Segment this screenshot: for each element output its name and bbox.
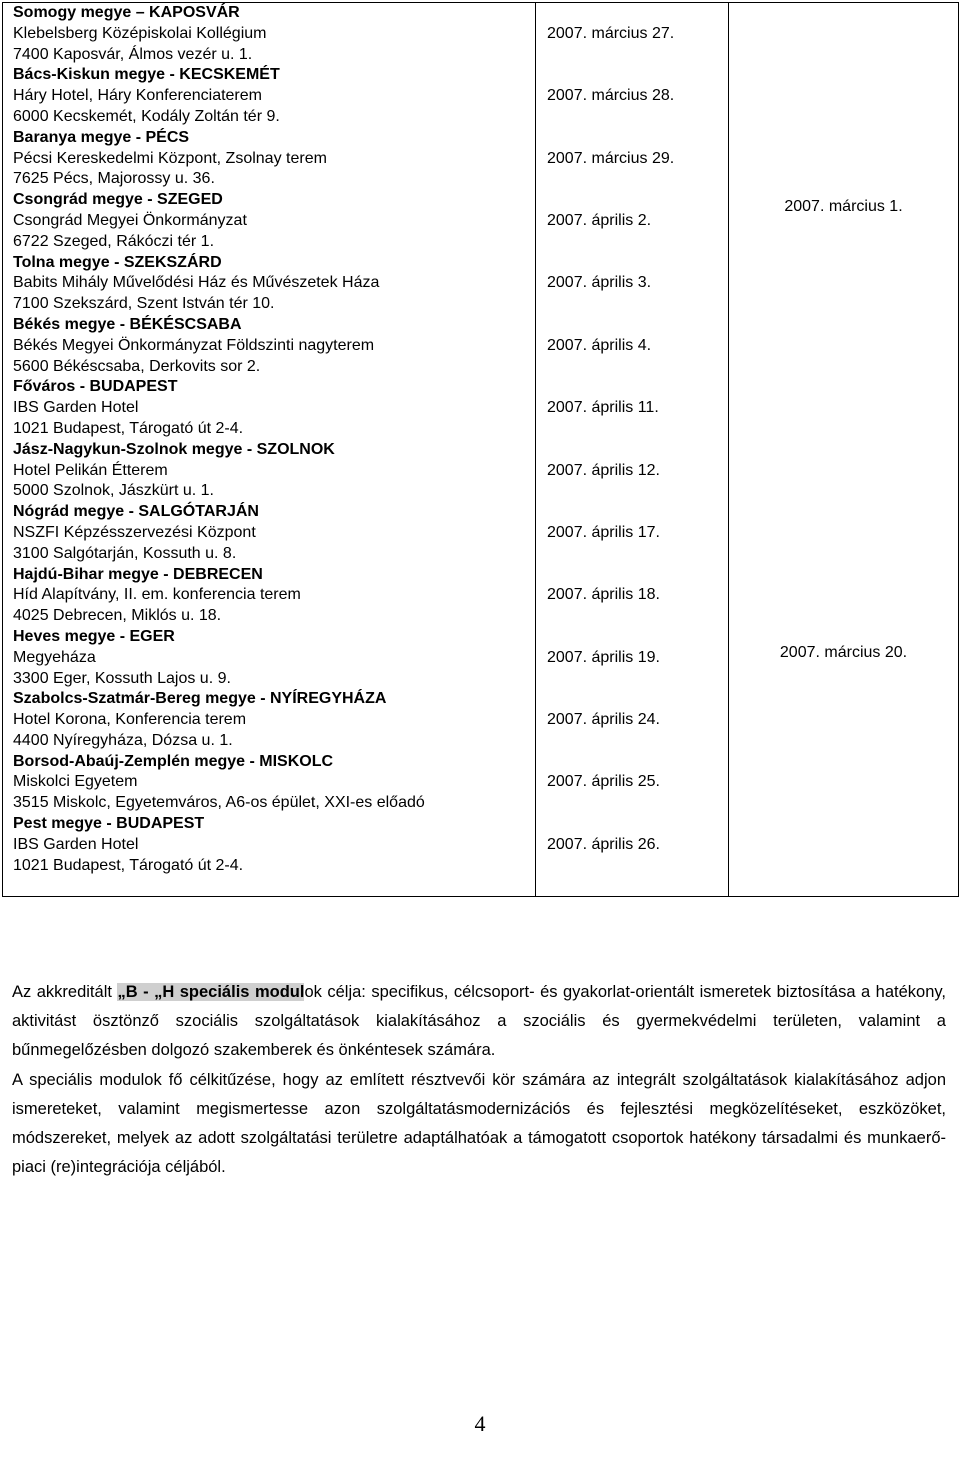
venue-address: 1021 Budapest, Tárogató út 2-4. bbox=[13, 856, 244, 874]
date-spacer bbox=[547, 502, 728, 523]
date-spacer bbox=[547, 752, 728, 773]
venue-address: 5600 Békéscsaba, Derkovits sor 2. bbox=[13, 357, 261, 375]
venue-address: 6722 Szeged, Rákóczi tér 1. bbox=[13, 232, 215, 250]
venue-address: 3515 Miskolc, Egyetemváros, A6-os épület, XXI-es előadó bbox=[13, 794, 425, 812]
venue-place: Megyeháza bbox=[13, 648, 96, 666]
event-date: 2007. április 2. bbox=[547, 211, 652, 229]
date-spacer bbox=[547, 565, 728, 586]
dates-cell bbox=[536, 3, 729, 897]
date-list bbox=[536, 3, 728, 876]
body-text bbox=[12, 978, 946, 1182]
date-item bbox=[536, 65, 728, 127]
venue-county: Somogy megye – KAPOSVÁR bbox=[13, 4, 240, 21]
event-date: 2007. április 18. bbox=[547, 586, 660, 604]
date-item bbox=[536, 190, 728, 252]
venue-place: IBS Garden Hotel bbox=[13, 399, 139, 417]
venue-place: Babits Mihály Művelődési Ház és Művészetek Háza bbox=[13, 274, 380, 292]
date-spacer bbox=[547, 315, 728, 336]
page-number: 4 bbox=[474, 1411, 486, 1436]
deadline-cell bbox=[729, 3, 959, 897]
venue-place: Pécsi Kereskedelmi Központ, Zsolnay terem bbox=[13, 149, 327, 167]
event-date: 2007. március 29. bbox=[547, 149, 675, 167]
date-item bbox=[536, 377, 728, 439]
venue-county: Békés megye - BÉKÉSCSABA bbox=[13, 315, 242, 333]
venue-address: 6000 Kecskemét, Kodály Zoltán tér 9. bbox=[13, 107, 280, 125]
event-date: 2007. április 17. bbox=[547, 523, 660, 541]
event-date: 2007. április 12. bbox=[547, 461, 660, 479]
venue-item bbox=[3, 814, 535, 876]
venue-place: Hotel Korona, Konferencia terem bbox=[13, 711, 247, 729]
date-item bbox=[536, 689, 728, 751]
venue-item bbox=[3, 3, 535, 65]
venue-place: Hotel Pelikán Étterem bbox=[13, 461, 168, 479]
event-date: 2007. március 28. bbox=[547, 87, 675, 105]
event-date: 2007. április 26. bbox=[547, 835, 660, 853]
venue-address: 4025 Debrecen, Miklós u. 18. bbox=[13, 607, 222, 625]
paragraph-1 bbox=[12, 978, 946, 1066]
date-item bbox=[536, 128, 728, 190]
venue-address: 1021 Budapest, Tárogató út 2-4. bbox=[13, 419, 244, 437]
venue-county: Csongrád megye - SZEGED bbox=[13, 191, 223, 209]
event-date: 2007. április 19. bbox=[547, 648, 660, 666]
venue-place: Miskolci Egyetem bbox=[13, 773, 138, 791]
venue-address: 3100 Salgótarján, Kossuth u. 8. bbox=[13, 544, 237, 562]
venue-item bbox=[3, 565, 535, 627]
venue-county: Tolna megye - SZEKSZÁRD bbox=[13, 253, 222, 271]
date-item bbox=[536, 253, 728, 315]
event-date: 2007. április 24. bbox=[547, 711, 660, 729]
event-date: 2007. március 27. bbox=[547, 24, 675, 42]
venue-address: 3300 Eger, Kossuth Lajos u. 9. bbox=[13, 669, 231, 687]
venues-cell bbox=[3, 3, 536, 897]
date-spacer bbox=[547, 3, 728, 24]
venue-item bbox=[3, 440, 535, 502]
venue-item bbox=[3, 689, 535, 751]
date-item bbox=[536, 752, 728, 814]
venue-county: Nógrád megye - SALGÓTARJÁN bbox=[13, 503, 259, 521]
date-item bbox=[536, 3, 728, 65]
venue-place: Csongrád Megyei Önkormányzat bbox=[13, 211, 247, 229]
paragraph-1-start: Az akkreditált bbox=[12, 983, 118, 1001]
event-date: 2007. április 25. bbox=[547, 773, 660, 791]
date-spacer bbox=[547, 190, 728, 211]
paragraph-2: A speciális modulok fő célkitűzése, hogy az említett résztvevői kör számára az integrált szolgáltatások kialakításához adjon ismereteket, valamint megismertesse azon szolgáltatásmodernizációs és fejlesztési megközelítéseket, eszközöket, módszereket, melyek az adott szolgáltatási területre adaptálhatóak a támogatott csoportok hatékony társadalmi és munkaerő-piaci (re)integrációja céljából. bbox=[12, 1070, 946, 1177]
venue-place: Háry Hotel, Háry Konferenciaterem bbox=[13, 87, 262, 105]
venue-place: Békés Megyei Önkormányzat Földszinti nagyterem bbox=[13, 336, 375, 354]
venue-item bbox=[3, 128, 535, 190]
date-item bbox=[536, 440, 728, 502]
venue-county: Főváros - BUDAPEST bbox=[13, 378, 178, 396]
venue-item bbox=[3, 253, 535, 315]
date-spacer bbox=[547, 65, 728, 86]
venue-place: NSZFI Képzésszervezési Központ bbox=[13, 523, 256, 541]
date-item bbox=[536, 565, 728, 627]
venue-county: Baranya megye - PÉCS bbox=[13, 128, 190, 146]
venue-list bbox=[3, 3, 535, 876]
date-spacer bbox=[547, 814, 728, 835]
date-item bbox=[536, 814, 728, 876]
venue-item bbox=[3, 190, 535, 252]
deadline-1: 2007. március 1. bbox=[784, 198, 903, 215]
venue-county: Hajdú-Bihar megye - DEBRECEN bbox=[13, 565, 263, 583]
date-item bbox=[536, 627, 728, 689]
venue-county: Bács-Kiskun megye - KECSKEMÉT bbox=[13, 66, 280, 84]
date-spacer bbox=[547, 128, 728, 149]
module-highlight: „B ‑ „H speciális modul bbox=[117, 983, 305, 1001]
date-spacer bbox=[547, 627, 728, 648]
venue-item bbox=[3, 65, 535, 127]
paragraph-1-rest: ok célja: specifikus, célcsoport- és gyakorlat-orientált ismeretek biztosítása a hatékony, aktivitást ösztönző szociális szolgáltatások kialakításához a szociális és gyermekvédelmi területen, valamint a bűnmegelőzésben dolgozó szakemberek és önkéntesek számára. bbox=[12, 983, 946, 1060]
venue-item bbox=[3, 315, 535, 377]
venue-place: Klebelsberg Középiskolai Kollégium bbox=[13, 24, 267, 42]
date-item bbox=[536, 315, 728, 377]
venue-item bbox=[3, 627, 535, 689]
date-spacer bbox=[547, 440, 728, 461]
date-spacer bbox=[547, 689, 728, 710]
event-date: 2007. április 11. bbox=[547, 399, 659, 417]
venue-address: 7100 Szekszárd, Szent István tér 10. bbox=[13, 295, 275, 313]
event-date: 2007. április 3. bbox=[547, 274, 652, 292]
venue-item bbox=[3, 752, 535, 814]
venue-place: IBS Garden Hotel bbox=[13, 835, 139, 853]
venue-county: Szabolcs-Szatmár-Bereg megye - NYÍREGYHÁZA bbox=[13, 690, 387, 708]
venue-address: 7400 Kaposvár, Álmos vezér u. 1. bbox=[13, 45, 253, 63]
venue-county: Heves megye - EGER bbox=[13, 627, 175, 645]
deadline-2: 2007. március 20. bbox=[779, 644, 908, 661]
venue-address: 5000 Szolnok, Jászkürt u. 1. bbox=[13, 482, 214, 500]
date-item bbox=[536, 502, 728, 564]
venue-county: Borsod-Abaúj-Zemplén megye - MISKOLC bbox=[13, 752, 334, 770]
venue-item bbox=[3, 502, 535, 564]
venue-county: Jász-Nagykun-Szolnok megye - SZOLNOK bbox=[13, 440, 335, 458]
schedule-table bbox=[2, 2, 959, 897]
date-spacer bbox=[547, 377, 728, 398]
venue-address: 4400 Nyíregyháza, Dózsa u. 1. bbox=[13, 731, 233, 749]
venue-item bbox=[3, 377, 535, 439]
venue-address: 7625 Pécs, Majorossy u. 36. bbox=[13, 170, 215, 188]
date-spacer bbox=[547, 253, 728, 274]
venue-place: Híd Alapítvány, II. em. konferencia terem bbox=[13, 586, 301, 604]
event-date: 2007. április 4. bbox=[547, 336, 652, 354]
venue-county: Pest megye - BUDAPEST bbox=[13, 815, 205, 833]
